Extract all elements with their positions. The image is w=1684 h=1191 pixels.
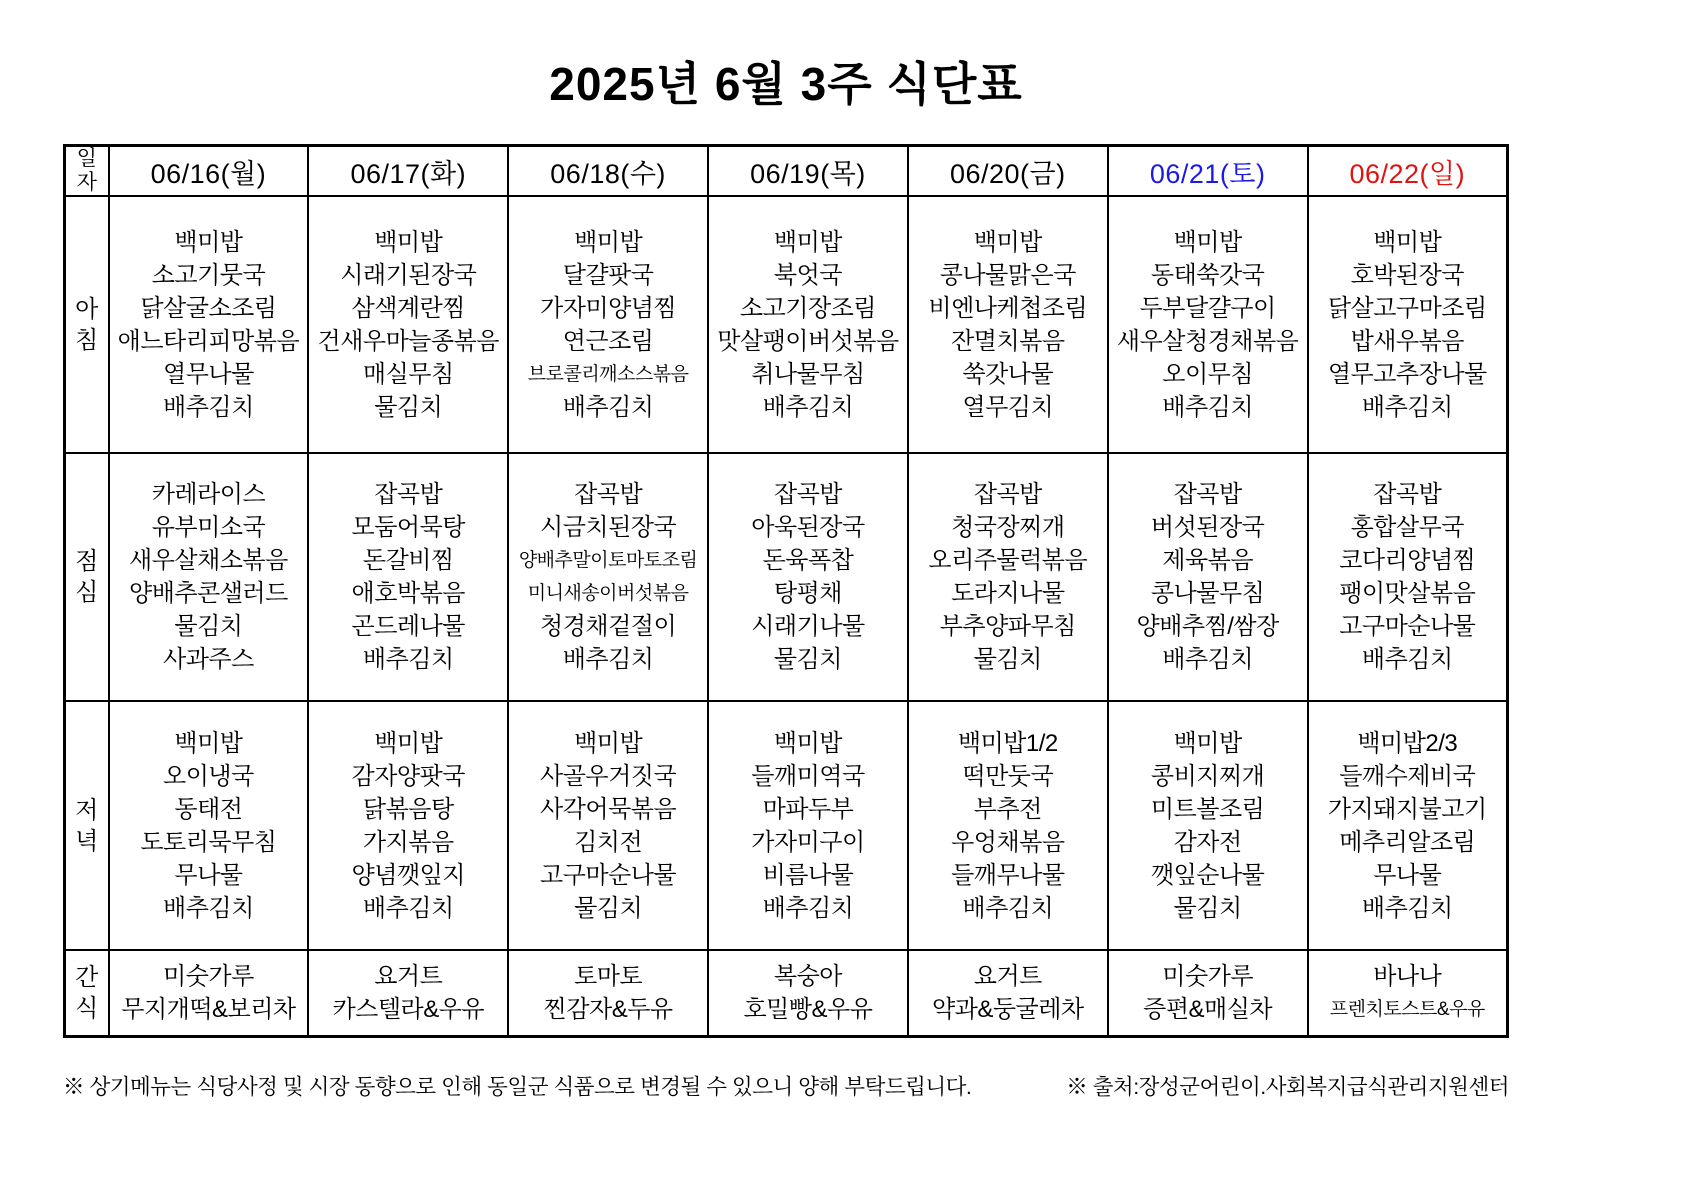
menu-item: 시래기된장국	[340, 261, 477, 289]
menu-item: 새우살채소볶음	[129, 547, 288, 574]
meal-row-label-char: 간	[75, 963, 99, 991]
menu-item: 브로콜리깨소스볶음	[527, 363, 689, 385]
menu-item: 가자미구이	[751, 828, 865, 856]
menu-item: 들깨수제비국	[1339, 762, 1476, 790]
meal-row-label	[65, 950, 109, 1036]
menu-item: 오이무침	[1162, 360, 1254, 388]
menu-item: 백미밥	[973, 228, 1042, 256]
menu-item: 가지돼지불고기	[1327, 795, 1487, 823]
menu-cell	[708, 950, 908, 1036]
menu-item: 고구마순나물	[540, 861, 677, 889]
menu-item: 백미밥	[1373, 228, 1442, 256]
menu-item: 소고기뭇국	[151, 261, 266, 289]
menu-item: 동태쑥갓국	[1150, 261, 1265, 289]
meal-plan-table	[63, 144, 1509, 1038]
menu-item: 배추김치	[1361, 393, 1453, 421]
menu-item: 비름나물	[762, 861, 854, 889]
menu-item: 잡곡밥	[1373, 481, 1442, 508]
meal-row-dinner	[65, 701, 1508, 950]
menu-item: 애호박볶음	[351, 580, 465, 607]
menu-item: 요거트	[973, 962, 1042, 990]
menu-item: 도라지나물	[951, 580, 1065, 607]
corner-label-char: 일	[76, 147, 97, 170]
menu-item: 새우살청경채볶음	[1116, 327, 1299, 355]
menu-item: 비엔나케첩조림	[928, 294, 1088, 322]
menu-item: 열무나물	[163, 360, 254, 388]
menu-item: 양배추콘샐러드	[129, 580, 288, 607]
menu-item: 백미밥	[174, 729, 243, 757]
menu-item: 요거트	[374, 962, 443, 990]
menu-cell	[1108, 701, 1308, 950]
meal-row-breakfast	[65, 196, 1508, 453]
footer	[63, 1070, 1509, 1101]
menu-item: 배추김치	[762, 393, 854, 421]
page-title: 2025년 6월 3주 식단표	[549, 58, 1023, 110]
menu-item: 부추양파무침	[939, 613, 1076, 640]
menu-item: 사골우거짓국	[540, 762, 677, 790]
menu-item: 시래기나물	[751, 613, 865, 640]
menu-item: 청국장찌개	[951, 514, 1065, 541]
menu-cell	[1308, 453, 1508, 701]
menu-item: 두부달걀구이	[1139, 294, 1276, 322]
menu-item: 홍합살무국	[1350, 514, 1464, 541]
meal-row-label-char: 점	[75, 548, 99, 575]
menu-item: 감자전	[1173, 828, 1242, 856]
menu-item: 배추김치	[362, 646, 454, 673]
menu-item: 곤드레나물	[351, 613, 465, 640]
menu-item: 콩나물무침	[1150, 580, 1265, 607]
menu-item: 카스텔라&우유	[332, 995, 485, 1023]
menu-item: 백미밥	[374, 729, 443, 757]
meal-row-label-char: 녁	[75, 827, 99, 855]
menu-item: 감자양팟국	[351, 762, 465, 790]
menu-item: 양배추말이토마토조림	[518, 550, 698, 571]
menu-cell	[908, 950, 1108, 1036]
meal-row-lunch	[65, 453, 1508, 701]
menu-cell	[1308, 950, 1508, 1036]
menu-item: 부추전	[973, 795, 1042, 823]
menu-item: 물김치	[374, 393, 443, 421]
menu-cell	[1108, 950, 1308, 1036]
menu-item: 쑥갓나물	[962, 360, 1054, 388]
menu-item: 미트볼조림	[1150, 795, 1265, 823]
menu-item: 북엇국	[773, 261, 842, 289]
menu-item: 깻잎순나물	[1150, 861, 1265, 889]
menu-item: 물김치	[973, 646, 1042, 673]
menu-item: 바나나	[1373, 962, 1442, 990]
menu-cell	[109, 701, 309, 950]
menu-item: 고구마순나물	[1339, 613, 1476, 640]
corner-date-label	[65, 146, 109, 197]
menu-item: 미숫가루	[1162, 962, 1254, 990]
menu-item: 배추김치	[962, 894, 1054, 922]
menu-item: 백미밥	[174, 228, 243, 256]
menu-item: 백미밥2/3	[1357, 729, 1458, 757]
menu-item: 동태전	[174, 795, 243, 823]
menu-item: 돈갈비찜	[362, 547, 454, 574]
date-header: 06/20(금)	[908, 146, 1108, 197]
menu-item: 콩비지찌개	[1150, 762, 1265, 790]
menu-cell	[708, 701, 908, 950]
footer-note: ※ 상기메뉴는 식당사정 및 시장 동향으로 인해 동일군 식품으로 변경될 수 있으니 양해 부탁드립니다.	[63, 1074, 972, 1099]
menu-item: 배추김치	[762, 894, 854, 922]
menu-item: 배추김치	[1162, 393, 1254, 421]
menu-item: 매실무침	[362, 360, 454, 388]
menu-item: 약과&둥굴레차	[931, 995, 1084, 1023]
menu-cell	[1308, 701, 1508, 950]
menu-item: 물김치	[574, 894, 643, 922]
menu-item: 백미밥1/2	[957, 729, 1058, 757]
menu-item: 미숫가루	[163, 962, 254, 990]
menu-item: 토마토	[574, 962, 643, 990]
menu-item: 시금치된장국	[540, 514, 677, 541]
menu-item: 탕평채	[773, 580, 842, 607]
menu-item: 카레라이스	[151, 481, 266, 508]
menu-item: 물김치	[174, 613, 243, 640]
menu-item: 가지볶음	[362, 828, 454, 856]
menu-item: 닭볶음탕	[362, 795, 454, 823]
menu-item: 모둠어묵탕	[351, 514, 465, 541]
menu-item: 배추김치	[562, 393, 654, 421]
menu-item: 들깨미역국	[751, 762, 865, 790]
menu-item: 물김치	[773, 646, 842, 673]
menu-item: 제육볶음	[1162, 547, 1254, 574]
menu-item: 코다리양념찜	[1339, 547, 1476, 574]
menu-item: 배추김치	[562, 646, 654, 673]
menu-item: 오이냉국	[163, 762, 254, 790]
corner-label-char: 자	[76, 171, 97, 194]
menu-item: 잡곡밥	[973, 481, 1042, 508]
menu-cell	[508, 196, 708, 453]
date-header: 06/16(월)	[109, 146, 309, 197]
menu-item: 팽이맛살볶음	[1339, 580, 1476, 607]
menu-item: 잡곡밥	[773, 481, 842, 508]
menu-cell	[1108, 196, 1308, 453]
menu-item: 배추김치	[1162, 646, 1254, 673]
menu-item: 양배추찜/쌈장	[1136, 613, 1279, 640]
menu-item: 복숭아	[773, 962, 842, 990]
date-header-row	[65, 146, 1508, 197]
menu-item: 들깨무나물	[951, 861, 1065, 889]
menu-cell	[308, 701, 508, 950]
meal-row-label	[65, 701, 109, 950]
menu-item: 백미밥	[574, 729, 643, 757]
menu-item: 물김치	[1173, 894, 1242, 922]
menu-item: 배추김치	[1361, 894, 1453, 922]
menu-item: 호박된장국	[1350, 261, 1464, 289]
menu-cell	[308, 196, 508, 453]
menu-item: 콩나물맑은국	[939, 261, 1076, 289]
menu-item: 양념깻잎지	[351, 861, 465, 889]
menu-item: 버섯된장국	[1150, 514, 1265, 541]
menu-item: 유부미소국	[151, 514, 266, 541]
menu-item: 잡곡밥	[1173, 481, 1242, 508]
menu-item: 찐감자&두유	[543, 995, 673, 1023]
menu-item: 삼색계란찜	[351, 294, 465, 322]
menu-cell	[708, 196, 908, 453]
menu-cell	[508, 950, 708, 1036]
menu-item: 도토리묵무침	[140, 828, 277, 856]
menu-cell	[508, 701, 708, 950]
menu-cell	[908, 701, 1108, 950]
menu-item: 무지개떡&보리차	[121, 995, 296, 1023]
menu-item: 백미밥	[773, 228, 842, 256]
menu-item: 아욱된장국	[751, 514, 865, 541]
menu-item: 연근조림	[562, 327, 654, 355]
meal-row-snack	[65, 950, 1508, 1036]
menu-item: 애느타리피망볶음	[117, 327, 300, 355]
menu-item: 김치전	[574, 828, 643, 856]
menu-cell	[1108, 453, 1308, 701]
menu-item: 밥새우볶음	[1350, 327, 1464, 355]
date-header: 06/19(목)	[708, 146, 908, 197]
menu-item: 취나물무침	[751, 360, 865, 388]
menu-item: 건새우마늘종볶음	[317, 327, 499, 355]
meal-row-label	[65, 453, 109, 701]
meal-row-label-char: 심	[75, 579, 99, 606]
menu-item: 사과주스	[163, 646, 254, 673]
menu-item: 미니새송이버섯볶음	[527, 583, 689, 604]
menu-item: 마파두부	[762, 795, 854, 823]
menu-item: 배추김치	[163, 393, 254, 421]
menu-item: 우엉채볶음	[951, 828, 1065, 856]
menu-item: 무나물	[174, 861, 243, 889]
menu-item: 증편&매실차	[1143, 995, 1273, 1023]
menu-cell	[109, 950, 309, 1036]
date-header: 06/22(일)	[1308, 146, 1508, 197]
menu-cell	[308, 950, 508, 1036]
menu-item: 돈육폭찹	[762, 547, 854, 574]
menu-item: 열무김치	[962, 393, 1054, 421]
menu-item: 맛살팽이버섯볶음	[717, 327, 899, 355]
menu-item: 닭살굴소조림	[140, 294, 277, 322]
menu-item: 호밀빵&우유	[743, 995, 873, 1023]
menu-cell	[908, 196, 1108, 453]
menu-item: 소고기장조림	[739, 294, 876, 322]
menu-cell	[109, 453, 309, 701]
menu-cell	[308, 453, 508, 701]
menu-item: 사각어묵볶음	[540, 795, 677, 823]
menu-cell	[508, 453, 708, 701]
menu-item: 백미밥	[1173, 729, 1242, 757]
menu-item: 오리주물럭볶음	[928, 547, 1088, 574]
menu-item: 배추김치	[362, 894, 454, 922]
menu-item: 달걀팟국	[562, 261, 654, 289]
menu-item: 배추김치	[1361, 646, 1453, 673]
menu-item: 청경채겉절이	[540, 613, 677, 640]
menu-item: 배추김치	[163, 894, 254, 922]
menu-item: 백미밥	[374, 228, 443, 256]
menu-item: 떡만둣국	[962, 762, 1054, 790]
date-header: 06/18(수)	[508, 146, 708, 197]
menu-item: 잡곡밥	[574, 481, 643, 508]
menu-item: 무나물	[1373, 861, 1442, 889]
menu-item: 열무고추장나물	[1327, 360, 1487, 388]
menu-item: 프렌치토스트&우유	[1329, 998, 1485, 1020]
menu-item: 메추리알조림	[1339, 828, 1476, 856]
menu-item: 잔멸치볶음	[951, 327, 1065, 355]
meal-row-label	[65, 196, 109, 453]
date-header: 06/21(토)	[1108, 146, 1308, 197]
menu-item: 닭살고구마조림	[1327, 294, 1487, 322]
menu-cell	[1308, 196, 1508, 453]
meal-row-label-char: 침	[75, 326, 99, 354]
meal-row-label-char: 저	[75, 796, 99, 824]
menu-cell	[109, 196, 309, 453]
menu-item: 백미밥	[1173, 228, 1242, 256]
meal-row-label-char: 식	[75, 994, 99, 1022]
date-header: 06/17(화)	[308, 146, 508, 197]
menu-item: 백미밥	[773, 729, 842, 757]
menu-item: 백미밥	[574, 228, 643, 256]
footer-source: ※ 출처:장성군어린이.사회복지급식관리지원센터	[1066, 1074, 1509, 1099]
menu-cell	[708, 453, 908, 701]
meal-row-label-char: 아	[75, 295, 99, 323]
menu-item: 잡곡밥	[374, 481, 443, 508]
menu-cell	[908, 453, 1108, 701]
menu-item: 가자미양념찜	[540, 294, 677, 322]
